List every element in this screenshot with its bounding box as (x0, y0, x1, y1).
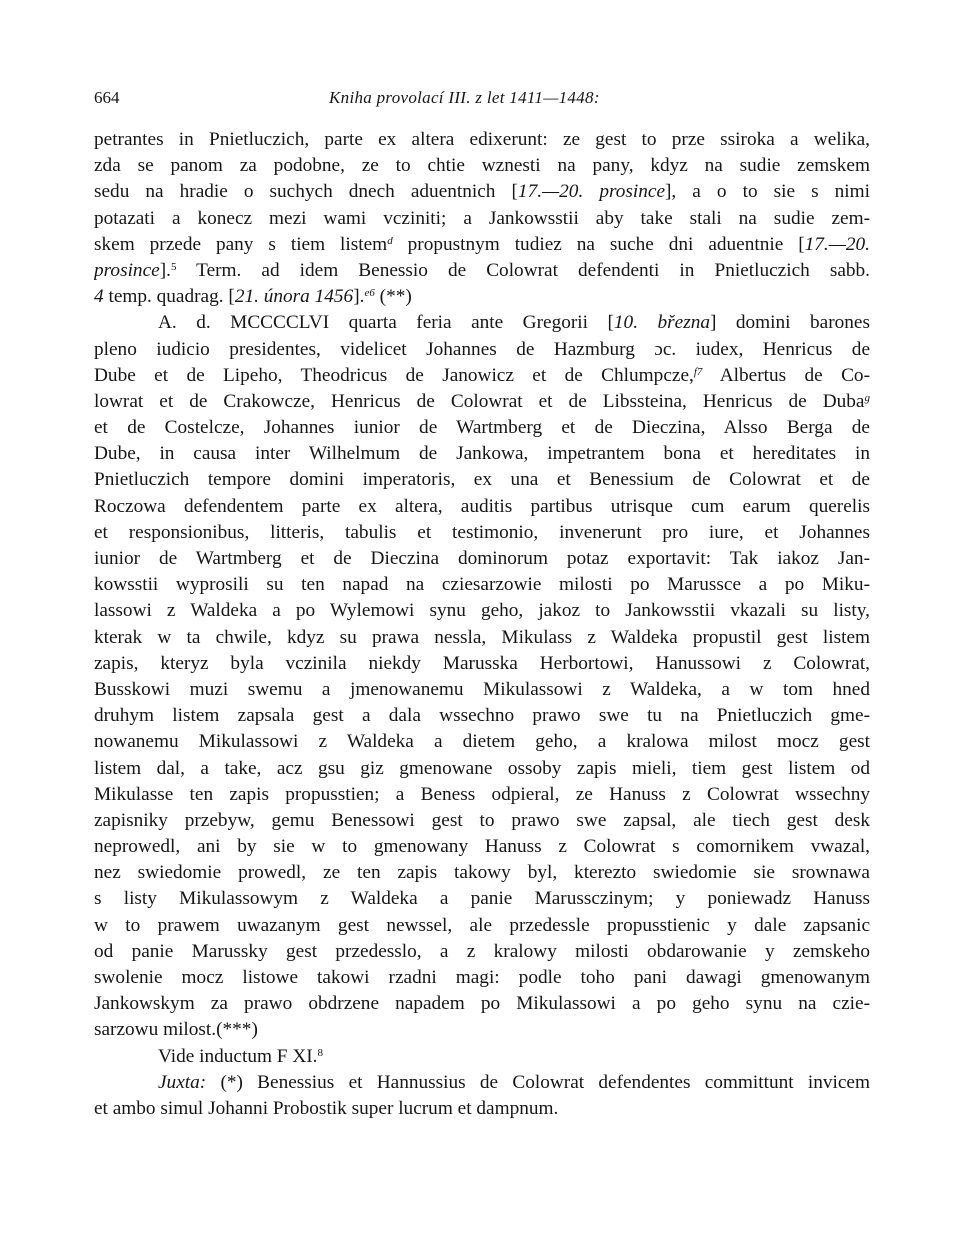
text-line (94, 520, 870, 546)
text-segment: ]. (159, 259, 171, 281)
text-line (94, 729, 870, 755)
text-segment: prosince (94, 259, 160, 281)
text-segment: Jankowskym za prawo obdrzene napadem po Mikulassowi a po geho synu na czie- (94, 993, 870, 1015)
text-segment: Term. ad idem Benessio de Colowrat defendenti in Pnietluczich sabb. (176, 259, 870, 281)
text-segment: nez swiedomie prowedl, ze ten zapis takowy byl, kterezto swiedomie sie srownawa (94, 862, 870, 884)
text-segment: sarzowu milost.(***) (94, 1019, 258, 1041)
page-header (94, 88, 870, 112)
text-line (94, 284, 870, 310)
text-line (94, 651, 870, 677)
text-line (94, 782, 870, 808)
text-segment: zapisniky przebyw, gemu Benessowi gest to prawo swe zapsal, ale tiech gest desk (94, 809, 870, 831)
footnote-marker: e6 (364, 287, 375, 300)
text-segment: A. d. MCCCCLVI quarta feria ante Gregorii [ (158, 312, 614, 334)
text-segment: listem dal, a take, acz gsu giz gmenowane ossoby zapis mieli, tiem gest listem od (94, 757, 870, 779)
text-segment: temp. quadrag. [ (103, 286, 235, 308)
text-line (94, 834, 870, 860)
text-segment: petrantes in Pnietluczich, parte ex altera edixerunt: ze gest to prze ssiroka a welika, (94, 129, 870, 150)
text-line (94, 965, 870, 991)
text-line (94, 572, 870, 598)
text-line (94, 415, 870, 441)
text-segment: lassowi z Waldeka a po Wylemowi synu geho, jakoz to Jankowsstii vkazali su listy, (94, 600, 870, 622)
text-line (94, 363, 870, 389)
text-segment: neprowedl, ani by sie w to gmenowany Hanuss z Colowrat s comornikem vwazal, (94, 836, 870, 858)
text-line (94, 913, 870, 939)
text-segment: Vide inductum F XI. (158, 1045, 318, 1067)
footnote-marker: g (864, 391, 870, 404)
text-segment: swolenie mocz listowe takowi rzadni magi: podle toho pani dawagi gmenowanym (94, 967, 870, 988)
text-line (94, 808, 870, 834)
text-line (94, 625, 870, 651)
text-segment: skem przede pany s tiem listem (94, 233, 388, 255)
text-line (94, 1096, 870, 1122)
text-line (94, 1070, 870, 1096)
text-segment: Dube et de Lipeho, Theodricus de Janowicz et de Chlumpcze, (94, 364, 694, 386)
text-segment: lowrat et de Crakowcze, Henricus de Colowrat et de Libssteina, Henricus de Duba (94, 390, 865, 412)
text-line (94, 1017, 870, 1043)
running-title: Kniha provolací III. z let 1411—1448: (329, 88, 600, 107)
text-segment: 17.—20. prosince (517, 181, 666, 203)
text-line (94, 677, 870, 703)
text-segment: 21. února 1456 (234, 286, 354, 308)
footnote-marker: 8 (317, 1046, 324, 1059)
text-line (94, 441, 870, 467)
text-segment: Pnietluczich tempore domini imperatoris, ex una et Benessium de Colowrat et de (94, 469, 870, 491)
text-line (94, 991, 870, 1017)
text-segment: (*) Benessius et Hannussius de Colowrat defendentes committunt invicem (206, 1071, 870, 1093)
text-segment: ], a o to sie s nimi (665, 181, 870, 203)
footnote-marker: f7 (693, 365, 703, 378)
text-segment: 10. března (613, 312, 710, 334)
text-line (94, 258, 870, 284)
text-segment: Roczowa defendentem parte ex altera, auditis partibus utrisque cum earum querelis (94, 495, 870, 517)
text-line (94, 337, 870, 363)
text-segment: 4 (94, 286, 104, 308)
text-segment: ] domini barones (709, 312, 870, 334)
text-line (94, 598, 870, 624)
text-line (94, 310, 870, 336)
text-segment: Dube, in causa inter Wilhelmum de Jankowa, impetrantem bona et hereditates in (94, 443, 870, 465)
text-line (94, 546, 870, 572)
text-segment: (**) (374, 286, 412, 308)
text-line (94, 467, 870, 493)
text-line (94, 206, 870, 232)
text-line (94, 494, 870, 520)
text-segment: et de Costelcze, Johannes iunior de Wartmberg et de Dieczina, Alsso Berga de (94, 417, 870, 439)
text-segment: sedu na hradie o suchych dnech aduentnich [ (94, 181, 518, 203)
text-segment: 17.—20. (804, 233, 870, 255)
text-segment: Busskowi muzi swemu a jmenowanemu Mikulassowi z Waldeka, a w tom hned (94, 678, 870, 700)
text-segment: w to prawem uwazanym gest newssel, ale przedessle propusstienic y dale zapsanic (94, 914, 870, 936)
text-line (94, 153, 870, 179)
text-segment: kterak w ta chwile, kdyz su prawa nessla, Mikulass z Waldeka propustil gest listem (94, 626, 870, 648)
text-segment: ]. (353, 286, 365, 308)
text-line (94, 1044, 870, 1070)
footnote-marker: 5 (170, 260, 177, 273)
text-segment: zapis, kteryz byla vczinila niekdy Marusska Herbortowi, Hanussowi z Colowrat, (94, 652, 870, 674)
text-segment: Mikulasse ten zapis propusstien; a Beness odpieral, ze Hanuss z Colowrat wssechny (94, 783, 870, 805)
text-line (94, 939, 870, 965)
text-segment: iunior de Wartmberg et de Dieczina dominorum potaz exportavit: Tak iakoz Jan- (94, 548, 870, 569)
text-line (94, 703, 870, 729)
text-segment: Albertus de Co- (702, 364, 870, 386)
text-line (94, 756, 870, 782)
text-segment: druhym listem zapsala gest a dala wssechno prawo swe tu na Pnietluczich gme- (94, 705, 870, 727)
text-segment: od panie Marussky gest przedesslo, a z kralowy milosti obdarowanie y zemskeho (94, 940, 870, 962)
text-segment: s listy Mikulassowym z Waldeka a panie Marussczinym; y poniewadz Hanuss (94, 888, 870, 910)
text-segment: potazati a konecz mezi wami vcziniti; a Jankowsstii aby take stali na sudie zem- (94, 207, 870, 229)
text-line (94, 127, 870, 153)
text-segment: zda se panom za podobne, ze to chtie wznesti na pany, kdyz na sudie zemskem (94, 155, 870, 177)
text-segment: et responsionibus, litteris, tabulis et testimonio, invenerunt pro iure, et Johannes (94, 521, 870, 543)
text-line (94, 179, 870, 205)
page-number: 664 (94, 88, 120, 107)
text-line (94, 389, 870, 415)
text-line (94, 886, 870, 912)
body-text (94, 127, 870, 1122)
text-segment: kowsstii wyprosili su ten napad na cziesarzowie milosti po Marussce a po Miku- (94, 574, 870, 596)
text-segment: pleno iudicio presidentes, videlicet Johannes de Hazmburg ɔc. iudex, Henricus de (94, 338, 870, 360)
text-segment: et ambo simul Johanni Probostik super lucrum et dampnum. (94, 1097, 559, 1119)
text-segment: nowanemu Mikulassowi z Waldeka a dietem geho, a kralowa milost mocz gest (94, 731, 870, 753)
footnote-marker: d (387, 234, 393, 247)
text-segment: Juxta: (158, 1071, 207, 1093)
text-line (94, 232, 870, 258)
text-segment: propustnym tudiez na suche dni aduentnie [ (392, 233, 805, 255)
text-line (94, 860, 870, 886)
